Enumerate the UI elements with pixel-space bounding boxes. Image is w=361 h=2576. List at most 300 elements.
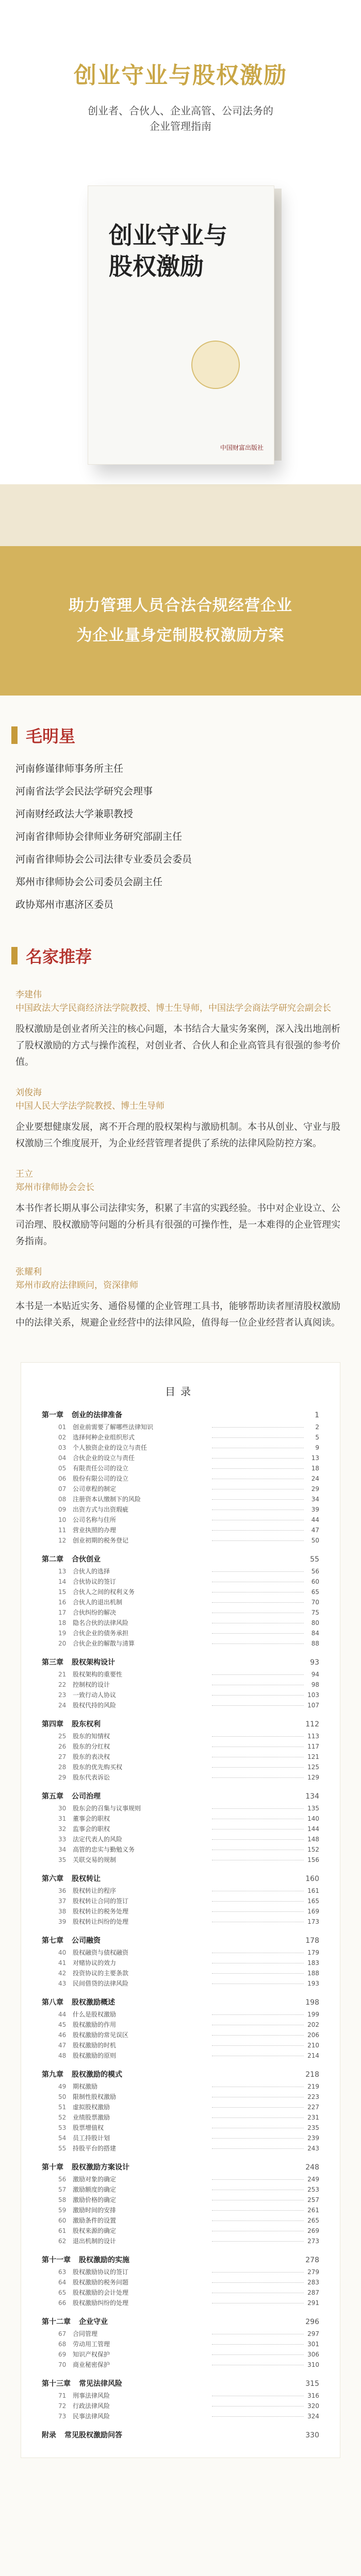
- item-number: 60: [58, 2217, 67, 2224]
- item-title: 投资协议的主要条款: [73, 1970, 129, 1977]
- item-title: 限制性股权激励: [73, 2093, 117, 2100]
- leader-dots: [212, 1437, 304, 1438]
- recommender-name: 张耀利: [15, 1267, 42, 1277]
- item-page: 98: [311, 1681, 319, 1688]
- section-header: [0, 937, 361, 973]
- item-number: 49: [58, 2083, 67, 2090]
- chapter-title: [42, 2253, 319, 2267]
- item-title: 持股平台的搭建: [73, 2145, 117, 2152]
- page-title: 创业守业与股权激励: [74, 62, 287, 89]
- item-title: 控制权的设计: [73, 1681, 110, 1688]
- toc-chapter: [42, 2429, 319, 2442]
- item-number: 03: [58, 1444, 67, 1451]
- chapter-name: 股权架构设计: [72, 1658, 115, 1667]
- item-title: 激励条件的设置: [73, 2217, 117, 2224]
- author-section: [0, 716, 361, 916]
- item-number: 54: [58, 2134, 67, 2142]
- leader-dots: [212, 1767, 304, 1768]
- item-page: 219: [307, 2083, 319, 2090]
- toc-chapter: [42, 2315, 319, 2370]
- chapter-page: 248: [305, 2163, 319, 2172]
- item-title: 股东的表决权: [73, 1753, 110, 1760]
- item-number: 63: [58, 2268, 67, 2276]
- toc-item: [42, 2020, 319, 2030]
- item-title: 刑事法律风险: [73, 2392, 110, 2399]
- item-title: 劳动用工管理: [73, 2341, 110, 2348]
- item-number: 55: [58, 2145, 67, 2152]
- leader-dots: [212, 1602, 304, 1603]
- item-page: 253: [307, 2186, 319, 2193]
- item-page: 161: [307, 1887, 319, 1894]
- chapter-name: 股东权利: [72, 1720, 101, 1728]
- seal-icon: [191, 341, 240, 389]
- item-title: 什么是股权激励: [73, 2011, 117, 2018]
- leader-dots: [212, 1468, 304, 1469]
- toc-chapter: [42, 1872, 319, 1927]
- item-page: 206: [307, 2031, 319, 2039]
- item-page: 121: [307, 1753, 319, 1760]
- item-page: 214: [307, 2052, 319, 2059]
- item-page: 50: [311, 1537, 319, 1544]
- item-page: 188: [307, 1970, 319, 1977]
- item-page: 310: [307, 2361, 319, 2368]
- leader-dots: [212, 2045, 304, 2046]
- bio-item: 郑州市律师协会公司委员会副主任: [15, 876, 163, 888]
- item-number: 19: [58, 1630, 67, 1637]
- item-number: 15: [58, 1588, 67, 1596]
- toc-item: [42, 1432, 319, 1443]
- chapter-page: 134: [305, 1792, 319, 1801]
- item-title: 合伙纠纷的解决: [73, 1609, 117, 1616]
- item-title: 对赌协议的效力: [73, 1959, 117, 1967]
- leader-dots: [212, 1901, 304, 1902]
- leader-dots: [212, 1674, 304, 1675]
- toc-item: [42, 1814, 319, 1824]
- item-number: 42: [58, 1970, 67, 1977]
- item-title: 股权激励纠纷的处理: [73, 2299, 129, 2307]
- chapter-title: [42, 1553, 319, 1566]
- item-title: 监事会的职权: [73, 1825, 110, 1833]
- item-number: 38: [58, 1908, 67, 1915]
- leader-dots: [212, 2354, 304, 2355]
- toc-item: [42, 1618, 319, 1628]
- item-number: 22: [58, 1681, 67, 1688]
- item-number: 56: [58, 2176, 67, 2183]
- chapter-title: [42, 2068, 319, 2081]
- item-title: 个人独资企业的设立与责任: [73, 1444, 147, 1451]
- leader-dots: [212, 2148, 304, 2149]
- toc-item: [42, 2360, 319, 2370]
- item-page: 316: [307, 2392, 319, 2399]
- item-page: 199: [307, 2011, 319, 2018]
- slogan-banner: [0, 546, 361, 696]
- item-number: 28: [58, 1764, 67, 1771]
- toc-item: [42, 1453, 319, 1463]
- item-page: 39: [311, 1506, 319, 1513]
- leader-dots: [212, 2014, 304, 2015]
- recommend-text: 股权激励是创业者所关注的核心问题，本书结合大量实务案例，深入浅出地剖析了股权激励的方式与操作流程，对创业者、合伙人和企业高管具有很强的参考价值。: [15, 1024, 340, 1067]
- toc-item: [42, 2401, 319, 2411]
- item-page: 273: [307, 2238, 319, 2245]
- chapter-name: 股权转让: [72, 1875, 101, 1883]
- slogan-line: 助力管理人员合法合规经营企业: [69, 597, 292, 615]
- item-number: 37: [58, 1897, 67, 1905]
- item-title: 股权激励协议的签订: [73, 2268, 129, 2276]
- item-page: 24: [311, 1475, 319, 1482]
- item-title: 合伙企业的设立与责任: [73, 1454, 135, 1462]
- toc-item: [42, 2143, 319, 2154]
- toc-item: [42, 2236, 319, 2246]
- item-page: 210: [307, 2042, 319, 2049]
- toc-item: [42, 2339, 319, 2349]
- item-number: 17: [58, 1609, 67, 1616]
- item-title: 民间借贷的法律风险: [73, 1980, 129, 1987]
- item-title: 激励对象的确定: [73, 2176, 117, 2183]
- toc-item: [42, 1607, 319, 1618]
- item-title: 有限责任公司的设立: [73, 1465, 129, 1472]
- item-number: 58: [58, 2196, 67, 2204]
- item-page: 107: [307, 1702, 319, 1709]
- bio-item: 河南修谨律师事务所主任: [15, 763, 124, 774]
- item-title: 合伙企业的解散与清算: [73, 1640, 135, 1647]
- item-page: 179: [307, 1949, 319, 1956]
- toc-item: [42, 1577, 319, 1587]
- item-page: 320: [307, 2402, 319, 2410]
- item-title: 合同管理: [73, 2330, 98, 2337]
- toc-item: [42, 1803, 319, 1814]
- item-title: 合伙企业的债务承担: [73, 1630, 129, 1637]
- toc-item: [42, 1968, 319, 1978]
- toc-item: [42, 1958, 319, 1968]
- item-number: 50: [58, 2093, 67, 2100]
- hero-subtitle-line: 企业管理指南: [150, 120, 211, 132]
- hero-subtitle: [0, 103, 361, 134]
- item-title: 法定代表人的风险: [73, 1836, 123, 1843]
- item-title: 股东会的召集与议事规则: [73, 1805, 141, 1812]
- item-page: 243: [307, 2145, 319, 2152]
- chapter-page: 278: [305, 2256, 319, 2264]
- item-title: 商业秘密保护: [73, 2361, 110, 2368]
- item-number: 31: [58, 1815, 67, 1822]
- toc-item: [42, 1669, 319, 1680]
- item-page: 44: [311, 1516, 319, 1523]
- toc-item: [42, 1597, 319, 1607]
- item-page: 148: [307, 1836, 319, 1843]
- item-title: 关联交易的规制: [73, 1856, 117, 1863]
- item-title: 公司名称与住所: [73, 1516, 117, 1523]
- toc-item: [42, 2215, 319, 2226]
- toc-item: [42, 2298, 319, 2308]
- toc-item: [42, 1566, 319, 1577]
- toc-item: [42, 2391, 319, 2401]
- item-number: 26: [58, 1743, 67, 1750]
- leader-dots: [212, 2416, 304, 2417]
- item-title: 业绩股票激励: [73, 2114, 110, 2121]
- section-bar-icon: [11, 726, 18, 744]
- chapter-number: 第十三章: [42, 2380, 71, 2388]
- leader-dots: [212, 1499, 304, 1500]
- item-page: 129: [307, 1774, 319, 1781]
- chapter-number: 第十二章: [42, 2318, 71, 2326]
- item-title: 激励价格的确定: [73, 2196, 117, 2204]
- book-publisher: 中国财富出版社: [220, 444, 264, 451]
- chapter-title: [42, 2377, 319, 2391]
- toc-item: [42, 1443, 319, 1453]
- recommender-role: 中国政法大学民商经济法学院教授、博士生导师，中国法学会商法学研究会副会长: [15, 1003, 331, 1013]
- item-number: 35: [58, 1856, 67, 1863]
- chapter-number: 附录: [42, 2431, 56, 2439]
- item-page: 5: [315, 1434, 319, 1441]
- chapter-number: 第十一章: [42, 2256, 71, 2264]
- item-page: 47: [311, 1527, 319, 1534]
- item-title: 股权架构的重要性: [73, 1671, 123, 1678]
- toc-item: [42, 2205, 319, 2215]
- item-page: 152: [307, 1846, 319, 1853]
- chapter-name: 股权激励的模式: [72, 2071, 122, 2079]
- toc-item: [42, 2195, 319, 2205]
- item-page: 173: [307, 1918, 319, 1925]
- item-number: 46: [58, 2031, 67, 2039]
- item-title: 股东的知情权: [73, 1733, 110, 1740]
- toc-item: [42, 2267, 319, 2277]
- recommend-text: 本书是一本贴近实务、通俗易懂的企业管理工具书，能够帮助读者厘清股权激励中的法律关系，规避企业经营中的法律风险，值得每一位企业经营者认真阅读。: [15, 1301, 340, 1328]
- toc-item: [42, 1515, 319, 1525]
- toc-item: [42, 1473, 319, 1484]
- toc-item: [42, 1886, 319, 1896]
- item-number: 16: [58, 1599, 67, 1606]
- recommend-entry: [15, 1265, 340, 1331]
- item-page: 261: [307, 2207, 319, 2214]
- leader-dots: [212, 1777, 304, 1778]
- leader-dots: [212, 1633, 304, 1634]
- toc-body: [42, 1409, 319, 2442]
- chapter-number: 第十章: [42, 2163, 63, 2172]
- item-number: 08: [58, 1496, 67, 1503]
- chapter-number: 第八章: [42, 1998, 63, 2007]
- item-title: 隐名合伙的法律风险: [73, 1619, 129, 1626]
- section-title: 名家推荐: [26, 947, 92, 967]
- toc-chapter: [42, 1553, 319, 1649]
- recommend-text: 本书作者长期从事公司法律实务，积累了丰富的实践经验。书中对企业设立、公司治理、股权激励等问题的分析具有很强的可操作性，是一本难得的企业管理实务指南。: [15, 1203, 340, 1247]
- toc-chapter: [42, 1718, 319, 1783]
- chapter-title: [42, 1409, 319, 1422]
- toc-item: [42, 1762, 319, 1772]
- item-title: 员工持股计划: [73, 2134, 110, 2142]
- item-page: 65: [311, 1588, 319, 1596]
- toc-item: [42, 1947, 319, 1958]
- item-number: 52: [58, 2114, 67, 2121]
- chapter-page: 112: [305, 1720, 319, 1728]
- item-number: 65: [58, 2289, 67, 2296]
- toc-chapter: [42, 2253, 319, 2308]
- item-title: 期权激励: [73, 2083, 98, 2090]
- item-title: 注册资本认缴制下的风险: [73, 1496, 141, 1503]
- item-number: 27: [58, 1753, 67, 1760]
- toc-item: [42, 1741, 319, 1752]
- item-page: 156: [307, 1856, 319, 1863]
- toc-item: [42, 1463, 319, 1473]
- toc-chapter: [42, 1790, 319, 1865]
- toc-item: [42, 1772, 319, 1783]
- book-title-line: 创业守业与: [109, 222, 227, 249]
- item-title: 一致行动人协议: [73, 1691, 117, 1699]
- section-header: [0, 716, 361, 752]
- leader-dots: [212, 2210, 304, 2211]
- chapter-name: 股权激励的实施: [79, 2256, 129, 2264]
- item-title: 创业初期的税务登记: [73, 1537, 129, 1544]
- recommender-name: 李建伟: [15, 990, 42, 1000]
- toc-item: [42, 2329, 319, 2339]
- item-number: 39: [58, 1918, 67, 1925]
- item-number: 32: [58, 1825, 67, 1833]
- item-title: 退出机制的设计: [73, 2238, 117, 2245]
- recommend-section: [0, 937, 361, 1331]
- chapter-page: 160: [305, 1875, 319, 1883]
- chapter-name: 股权激励概述: [72, 1998, 115, 2007]
- item-title: 激励额度的确定: [73, 2186, 117, 2193]
- item-page: 279: [307, 2268, 319, 2276]
- leader-dots: [212, 1571, 304, 1572]
- chapter-title: [42, 1872, 319, 1886]
- toc-item: [42, 1978, 319, 1989]
- item-page: 75: [311, 1609, 319, 1616]
- toc-item: [42, 1484, 319, 1494]
- item-title: 股权来源的确定: [73, 2227, 117, 2234]
- toc-item: [42, 1535, 319, 1546]
- recommend-entry: [15, 1167, 340, 1250]
- item-title: 股权转让纠纷的处理: [73, 1918, 129, 1925]
- bio-item: 河南省律师协会律师业务研究部副主任: [15, 831, 183, 842]
- chapter-number: 第五章: [42, 1792, 63, 1801]
- toc-item: [42, 1525, 319, 1535]
- leader-dots: [212, 2107, 304, 2108]
- item-page: 117: [307, 1743, 319, 1750]
- item-number: 24: [58, 1702, 67, 1709]
- recommender-name: 王立: [15, 1169, 33, 1179]
- toc-item: [42, 1587, 319, 1597]
- item-page: 265: [307, 2217, 319, 2224]
- chapter-name: 创业的法律准备: [72, 1411, 122, 1419]
- leader-dots: [212, 1911, 304, 1912]
- item-number: 64: [58, 2279, 67, 2286]
- chapter-name: 公司融资: [72, 1937, 101, 1945]
- item-title: 股权激励的原则: [73, 2052, 117, 2059]
- toc-item: [42, 1896, 319, 1906]
- leader-dots: [212, 1530, 304, 1531]
- item-number: 04: [58, 1454, 67, 1462]
- slogan-line: 为企业量身定制股权激励方案: [76, 626, 285, 645]
- item-number: 41: [58, 1959, 67, 1967]
- item-number: 09: [58, 1506, 67, 1513]
- item-number: 29: [58, 1774, 67, 1781]
- item-page: 70: [311, 1599, 319, 1606]
- chapter-page: 330: [305, 2431, 319, 2439]
- chapter-page: 296: [305, 2318, 319, 2326]
- toc-item: [42, 1906, 319, 1917]
- toc-item: [42, 1855, 319, 1865]
- item-number: 67: [58, 2330, 67, 2337]
- item-page: 287: [307, 2289, 319, 2296]
- item-page: 202: [307, 2021, 319, 2028]
- chapter-name: 常见股权激励问答: [64, 2431, 122, 2439]
- item-page: 18: [311, 1465, 319, 1472]
- toc-item: [42, 2081, 319, 2092]
- item-number: 70: [58, 2361, 67, 2368]
- chapter-title: [42, 2429, 319, 2442]
- item-page: 94: [311, 1671, 319, 1678]
- book-cover: [88, 185, 274, 465]
- toc-item: [42, 1690, 319, 1700]
- leader-dots: [212, 2272, 304, 2273]
- recommend-list: [0, 988, 361, 1331]
- toc-chapter: [42, 1656, 319, 1710]
- item-page: 144: [307, 1825, 319, 1833]
- toc-item: [42, 2050, 319, 2061]
- item-title: 股权转让的程序: [73, 1887, 117, 1894]
- item-page: 84: [311, 1630, 319, 1637]
- item-number: 59: [58, 2207, 67, 2214]
- item-number: 51: [58, 2104, 67, 2111]
- item-page: 324: [307, 2413, 319, 2420]
- item-number: 72: [58, 2402, 67, 2410]
- toc-item: [42, 1680, 319, 1690]
- chapter-title: [42, 1996, 319, 2009]
- item-title: 股权融资与债权融资: [73, 1949, 129, 1956]
- item-number: 12: [58, 1537, 67, 1544]
- item-number: 33: [58, 1836, 67, 1843]
- chapter-title: [42, 2315, 319, 2329]
- item-number: 40: [58, 1949, 67, 1956]
- chapter-name: 企业守业: [79, 2318, 108, 2326]
- book-title-line: 股权激励: [109, 252, 204, 280]
- toc-item: [42, 1628, 319, 1638]
- toc-item: [42, 1917, 319, 1927]
- leader-dots: [212, 2179, 304, 2180]
- recommender-role: 中国人民大学法学院教授、博士生导师: [15, 1101, 165, 1111]
- item-title: 合伙协议的签订: [73, 1578, 117, 1585]
- item-page: 291: [307, 2299, 319, 2307]
- recommender-role: 郑州市政府法律顾问，资深律师: [15, 1280, 138, 1291]
- item-number: 30: [58, 1805, 67, 1812]
- toc-item: [42, 1824, 319, 1834]
- item-page: 239: [307, 2134, 319, 2142]
- item-number: 06: [58, 1475, 67, 1482]
- recommender-name: 刘俊海: [15, 1088, 42, 1098]
- item-number: 11: [58, 1527, 67, 1534]
- item-page: 231: [307, 2114, 319, 2121]
- toc-item: [42, 2112, 319, 2123]
- chapter-title: [42, 1790, 319, 1803]
- leader-dots: [212, 2138, 304, 2139]
- toc-item: [42, 1494, 319, 1504]
- toc-chapter: [42, 2377, 319, 2421]
- item-number: 61: [58, 2227, 67, 2234]
- chapter-number: 第七章: [42, 1937, 63, 1945]
- item-title: 股权转让合同的签订: [73, 1897, 129, 1905]
- bio-item: 河南省律师协会公司法律专业委员会委员: [15, 854, 192, 865]
- chapter-page: 315: [305, 2380, 319, 2388]
- chapter-page: 55: [310, 1555, 319, 1564]
- item-number: 01: [58, 1423, 67, 1431]
- leader-dots: [212, 2035, 304, 2036]
- item-title: 股东的分红权: [73, 1743, 110, 1750]
- leader-dots: [212, 2117, 304, 2118]
- item-page: 60: [311, 1578, 319, 1585]
- chapter-number: 第九章: [42, 2071, 63, 2079]
- item-title: 股权转让的税务处理: [73, 1908, 129, 1915]
- leader-dots: [212, 1540, 304, 1541]
- toc-item: [42, 2092, 319, 2102]
